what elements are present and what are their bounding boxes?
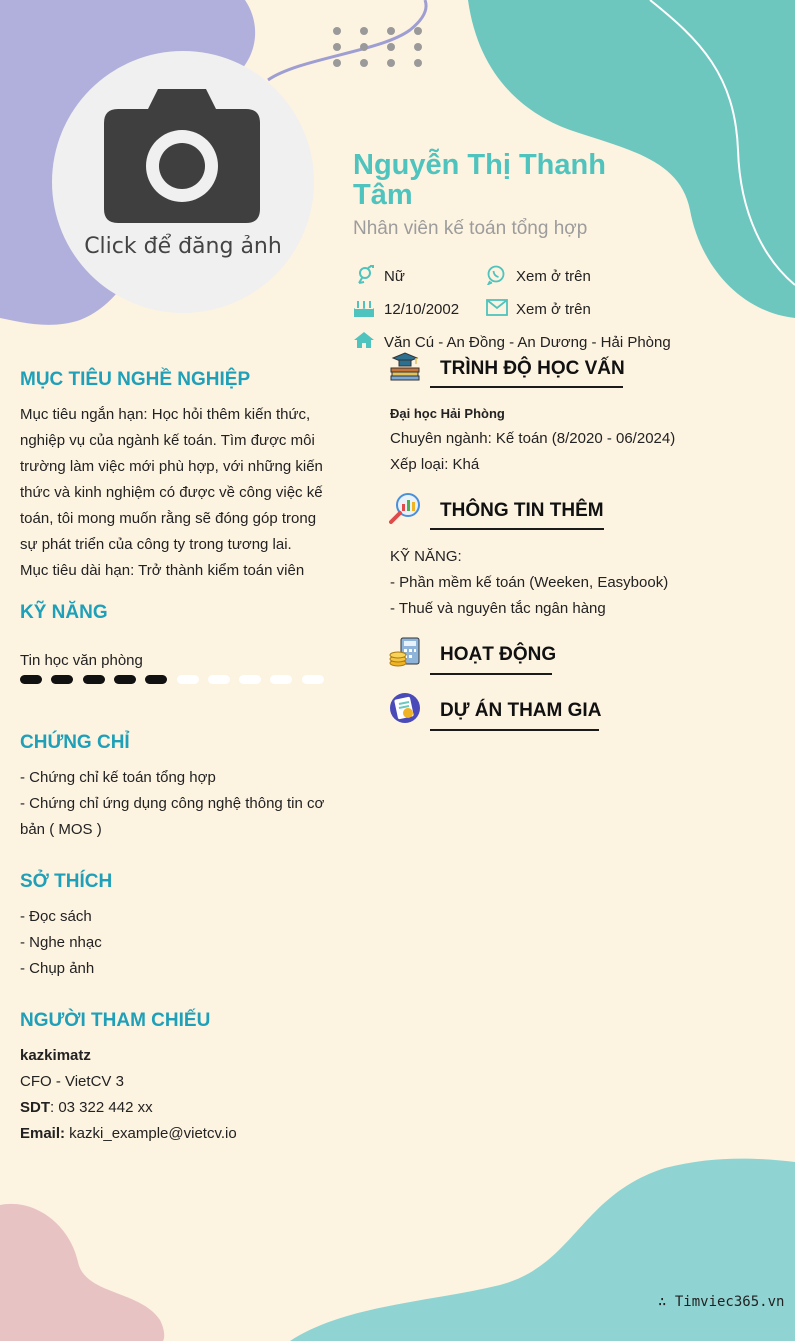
reference-name: kazkimatz: [20, 1047, 91, 1064]
graduation-books-icon: [389, 352, 421, 382]
education-major: Chuyên ngành: Kế toán (8/2020 - 06/2024): [390, 430, 676, 447]
calculator-coins-icon: [389, 636, 421, 668]
hobbies-heading: SỞ THÍCH: [20, 871, 113, 892]
certificate-item: - Chứng chỉ kế toán tổng hợp: [20, 769, 216, 786]
skill-name: Tin học văn phòng: [20, 652, 143, 669]
reference-phone-row: [20, 1095, 237, 1121]
gender-value: Nữ: [384, 268, 405, 285]
education-underline: [430, 386, 623, 388]
reference-email: kazki_example@vietcv.io: [65, 1125, 237, 1142]
skill-dash-filled: [20, 675, 42, 684]
certificates-heading: CHỨNG CHỈ: [20, 732, 130, 753]
objective-text: [20, 402, 325, 584]
skill-dash-filled: [145, 675, 167, 684]
projects-underline: [430, 729, 599, 731]
additional-line: - Phần mềm kế toán (Weeken, Easybook): [390, 574, 669, 591]
skill-dash-filled: [83, 675, 105, 684]
objective-line: thức và kinh nghiệm có được về công việc kế: [20, 484, 323, 501]
references-text: [20, 1043, 237, 1147]
photo-caption[interactable]: Click để đăng ảnh: [84, 234, 282, 259]
reference-phone-label: SDT: [20, 1099, 50, 1116]
avatar-upload[interactable]: [52, 51, 314, 313]
dob-value: 12/10/2002: [384, 301, 460, 318]
school-name: Đại học Hải Phòng: [390, 406, 505, 421]
activities-underline: [430, 673, 552, 675]
skill-dash-empty: [177, 675, 199, 684]
additional-line: - Thuế và nguyên tắc ngân hàng: [390, 600, 606, 617]
camera-icon: [104, 89, 260, 223]
gender-icon: [355, 265, 375, 285]
phone-value: Xem ở trên: [516, 268, 591, 285]
birthday-cake-icon: [353, 298, 375, 318]
email-value: Xem ở trên: [516, 301, 591, 318]
hobby-item: - Nghe nhạc: [20, 934, 102, 951]
activities-heading: HOẠT ĐỘNG: [440, 644, 557, 665]
reference-phone: : 03 322 442 xx: [50, 1099, 153, 1116]
home-icon: [354, 332, 374, 348]
education-rank: Xếp loại: Khá: [390, 456, 480, 473]
email-icon: [486, 299, 508, 316]
phone-icon: [486, 265, 506, 285]
reference-email-row: [20, 1121, 237, 1147]
hobby-item: - Chụp ảnh: [20, 960, 95, 977]
education-heading: TRÌNH ĐỘ HỌC VẤN: [440, 358, 625, 379]
skill-dash-empty: [302, 675, 324, 684]
certificate-item: - Chứng chỉ ứng dụng công nghệ thông tin cơ: [20, 795, 325, 812]
skill-dash-filled: [51, 675, 73, 684]
objective-line: nghiệp vụ của ngành kế toán. Tìm được môi: [20, 432, 315, 449]
reference-position: CFO - VietCV 3: [20, 1073, 124, 1090]
additional-text: [390, 544, 668, 622]
skill-dash-empty: [270, 675, 292, 684]
project-icon: [389, 692, 421, 724]
references-heading: NGƯỜI THAM CHIẾU: [20, 1010, 211, 1031]
additional-heading: THÔNG TIN THÊM: [440, 500, 604, 521]
magnifier-chart-icon: [389, 492, 421, 524]
skill-dash-filled: [114, 675, 136, 684]
objective-heading: MỤC TIÊU NGHỀ NGHIỆP: [20, 369, 251, 390]
skills-heading: KỸ NĂNG: [20, 602, 108, 623]
address-value: Văn Cú - An Đồng - An Dương - Hải Phòng: [384, 334, 671, 351]
objective-line: Mục tiêu dài hạn: Trở thành kiểm toán viên: [20, 562, 305, 579]
objective-line: sự phát triển của công ty trong tương lai.: [20, 536, 292, 553]
additional-underline: [430, 528, 604, 530]
reference-email-label: Email:: [20, 1125, 66, 1142]
candidate-name: Nguyễn Thị Thanh Tâm: [353, 149, 606, 211]
skill-dash-empty: [239, 675, 261, 684]
objective-line: Mục tiêu ngắn hạn: Học hỏi thêm kiến thức,: [20, 406, 311, 423]
additional-line: KỸ NĂNG:: [390, 548, 462, 565]
certificate-item: bản ( MOS ): [20, 821, 102, 838]
job-title: Nhân viên kế toán tổng hợp: [353, 218, 588, 239]
objective-line: toán, tôi mong muốn rằng sẽ đóng góp trong: [20, 510, 317, 527]
projects-heading: DỰ ÁN THAM GIA: [440, 700, 602, 721]
objective-line: trường làm việc mới phù hợp, với những kiến: [20, 458, 323, 475]
certificates-text: [20, 765, 330, 843]
skill-dash-empty: [208, 675, 230, 684]
hobby-item: - Đọc sách: [20, 908, 92, 925]
hobbies-text: [20, 904, 102, 982]
watermark: ∴ Timviec365.vn: [658, 1294, 785, 1310]
